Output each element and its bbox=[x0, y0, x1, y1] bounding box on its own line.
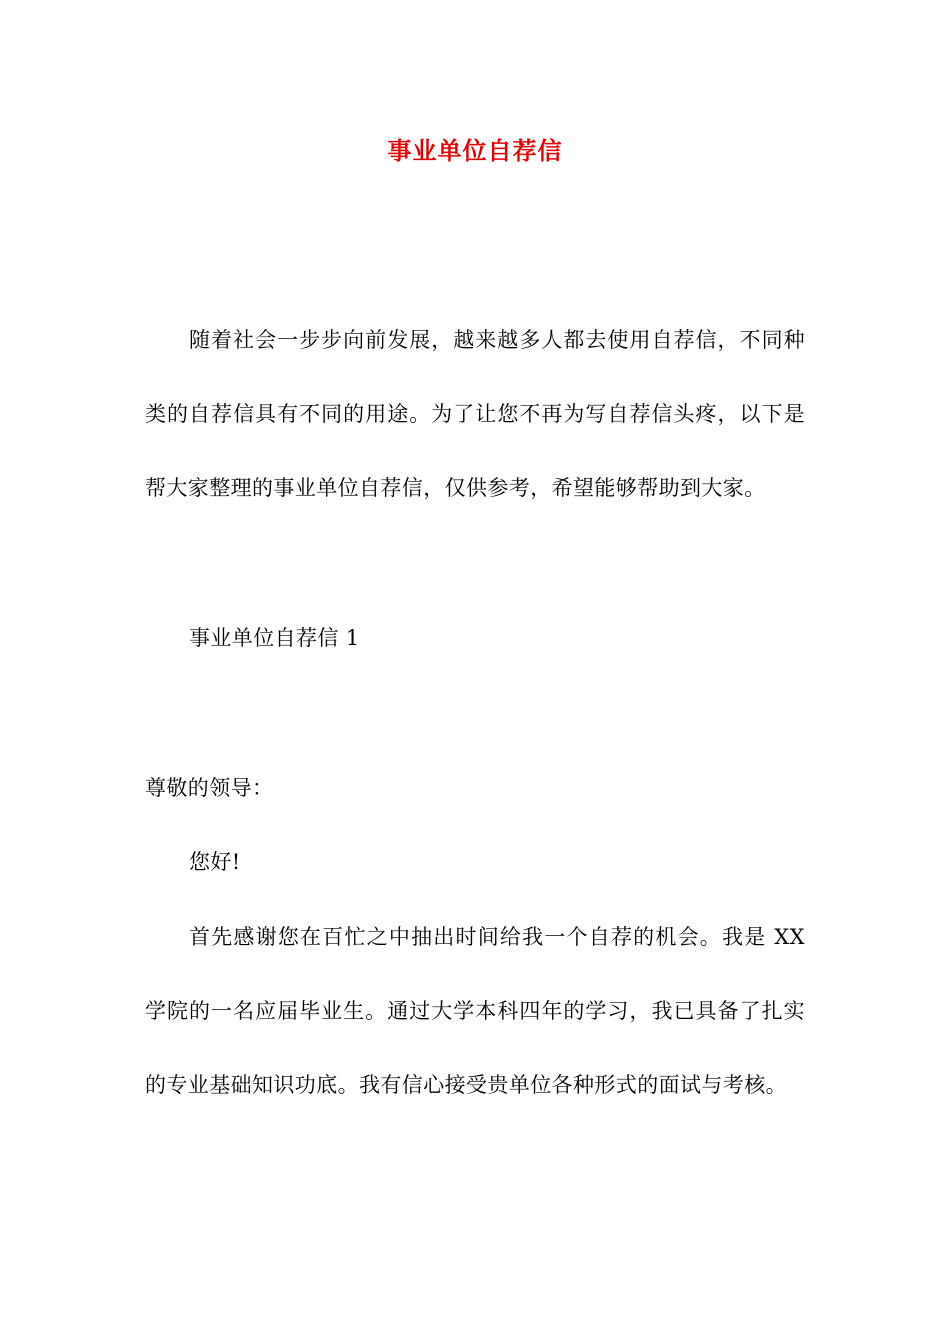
greeting: 您好! bbox=[189, 850, 241, 874]
salutation: 尊敬的领导： bbox=[145, 776, 274, 800]
section-heading: 事业单位自荐信 1 bbox=[189, 626, 360, 650]
document-title: 事业单位自荐信 bbox=[387, 136, 563, 165]
intro-paragraph: 随着社会一步步向前发展，越来越多人都去使用自荐信，不同种类的自荐信具有不同的用途。为了让您不再为写自荐信头疼，以下是帮大家整理的事业单位自荐信，仅供参考，希望能够帮助到大家。 bbox=[145, 328, 805, 500]
body-paragraph: 首先感谢您在百忙之中抽出时间给我一个自荐的机会。我是 XX 学院的一名应届毕业生。通过大学本科四年的学习，我已具备了扎实的专业基础知识功底。我有信心接受贵单位各种形式的面试与考核。 bbox=[145, 925, 805, 1097]
